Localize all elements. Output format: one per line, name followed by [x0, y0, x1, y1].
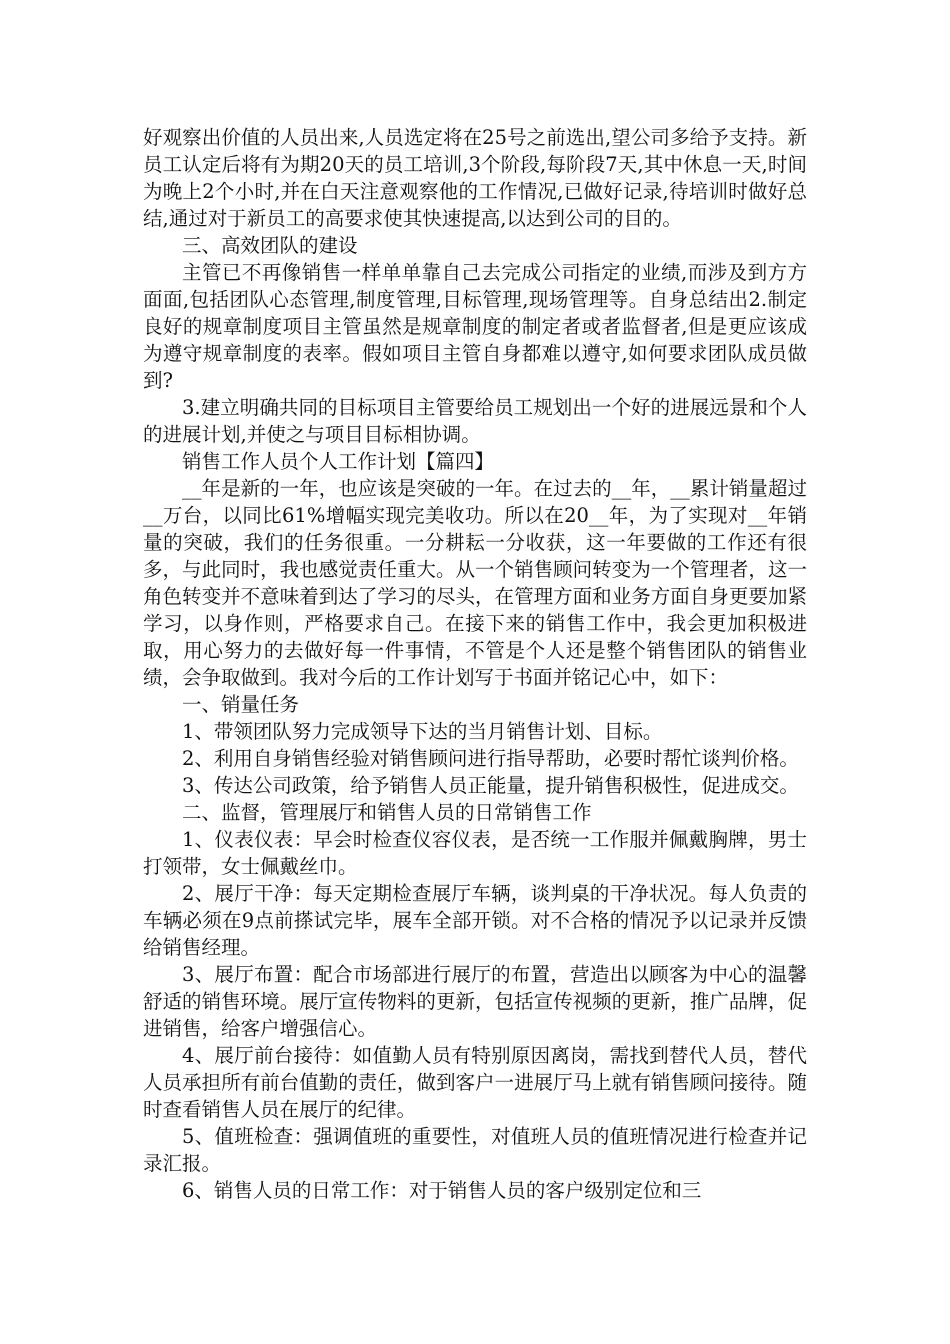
paragraph: 3.建立明确共同的目标项目主管要给员工规划出一个好的进展远景和个人的进展计划,并使之与项目目标相协调。 [143, 396, 807, 446]
list-item: 2、利用自身销售经验对销售顾问进行指导帮助，必要时帮忙谈判价格。 [182, 747, 799, 770]
article-title-part-four: 销售工作人员个人工作计划【篇四】 [182, 450, 495, 473]
paragraph: 主管已不再像销售一样单单靠自己去完成公司指定的业绩,而涉及到方方面面,包括团队心态管理,制度管理,目标管理,现场管理等。自身总结出2.制定良好的规章制度项目主管虽然是规章制度的制定者或者监督者,但是更应该成为遵守规章制度的表率。假如项目主管自身都难以遵守,如何要求团队成员做到? [143, 261, 807, 392]
list-item: 1、带领团队努力完成领导下达的当月销售计划、目标。 [182, 720, 663, 743]
section-heading-supervision: 二、监督，管理展厅和销售人员的日常销售工作 [182, 801, 592, 824]
list-item: 4、展厅前台接待：如值勤人员有特别原因离岗，需找到替代人员，替代人员承担所有前台值勤的责任，做到客户一进展厅马上就有销售顾问接待。随时查看销售人员在展厅的纪律。 [143, 1044, 807, 1121]
paragraph: __年是新的一年，也应该是突破的一年。在过去的__年，__累计销量超过__万台，以同比61%增幅实现完美收功。所以在20__年，为了实现对__年销量的突破，我们的任务很重。一分耕耘一分收获，这一年要做的工作还有很多，与此同时，我也感觉责任重大。从一个销售顾问转变为一个管理者，这一角色转变并不意味着到达了学习的尽头，在管理方面和业务方面自身更要加紧学习，以身作则，严格要求自己。在接下来的销售工作中，我会更加积极进取，用心努力的去做好每一件事情，不管是个人还是整个销售团队的销售业绩，会争取做到。我对今后的工作计划写于书面并铭记心中，如下： [143, 477, 807, 689]
list-item: 1、仪表仪表：早会时检查仪容仪表，是否统一工作服并佩戴胸牌，男士打领带，女士佩戴丝巾。 [143, 828, 807, 878]
paragraph: 好观察出价值的人员出来,人员选定将在25号之前选出,望公司多给予支持。新员工认定后将有为期20天的员工培训,3个阶段,每阶段7天,其中休息一天,时间为晚上2个小时,并在白天注意观察他的工作情况,已做好记录,待培训时做好总结,通过对于新员工的高要求使其快速提高,以达到公司的目的。 [143, 126, 807, 230]
list-item: 3、展厅布置：配合市场部进行展厅的布置，营造出以顾客为中心的温馨舒适的销售环境。展厅宣传物料的更新，包括宣传视频的更新，推广品牌，促进销售，给客户增强信心。 [143, 963, 807, 1040]
section-heading-sales-tasks: 一、销量任务 [182, 693, 300, 716]
document-body [143, 124, 807, 1204]
list-item: 3、传达公司政策，给予销售人员正能量，提升销售积极性，促进成交。 [182, 774, 799, 797]
section-heading-team-building: 三、高效团队的建设 [182, 234, 358, 257]
list-item: 6、销售人员的日常工作：对于销售人员的客户级别定位和三 [182, 1179, 702, 1202]
list-item: 5、值班检查：强调值班的重要性，对值班人员的值班情况进行检查并记录汇报。 [143, 1125, 807, 1175]
list-item: 2、展厅干净：每天定期检查展厅车辆，谈判桌的干净状况。每人负责的车辆必须在9点前搽试完毕，展车全部开锁。对不合格的情况予以记录并反馈给销售经理。 [143, 882, 807, 959]
